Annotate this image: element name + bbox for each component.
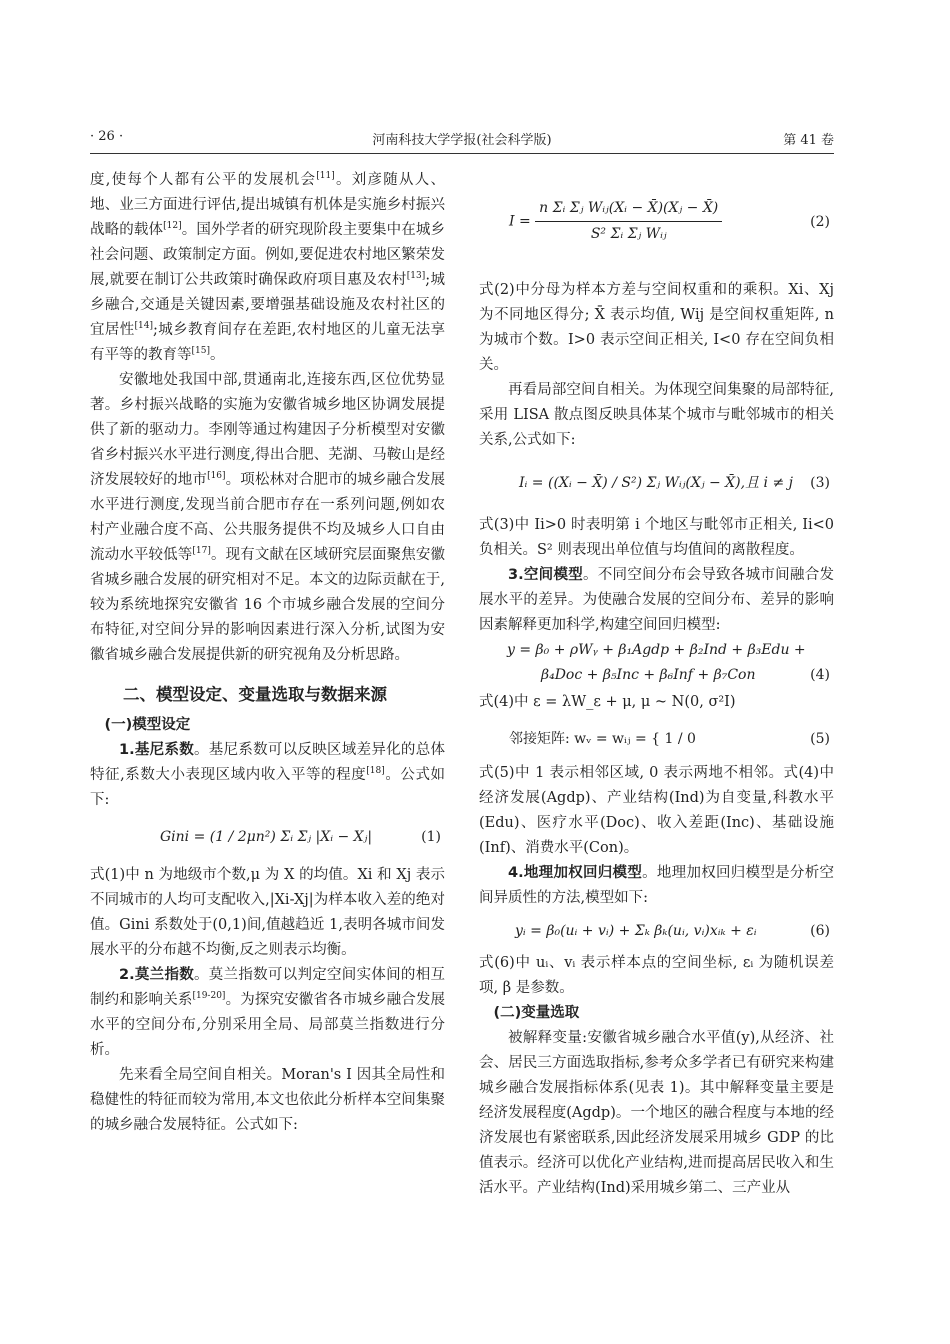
right-column [479, 168, 834, 1201]
text: 。刘彦随从人、地、业三方面进行评估,提出城镇有机体是实施乡村振兴战略的载体 [90, 172, 446, 238]
gwr-paragraph [479, 861, 834, 911]
citation: [14] [134, 321, 154, 331]
equation-5 [479, 715, 834, 761]
citation: [13] [406, 271, 426, 281]
equation-3 [479, 453, 834, 513]
citation: [16] [207, 471, 226, 481]
equation-6-label: (6) [810, 923, 830, 939]
section-heading: 二、模型设定、变量选取与数据来源 [123, 685, 387, 704]
citation: [15] [191, 346, 210, 356]
text: 。项松林对合肥市的城乡融合发展水平进行测度,发现当前合肥市存在一系列问题,例如农村产业融合度不高、公共服务提供不均及城乡人口自由流动水平较低等 [90, 472, 446, 563]
equation-2 [479, 168, 834, 278]
left-column [90, 168, 445, 1138]
text: ;城乡融合,交通是关键因素,要增强基础设施及农村社区的宜居性 [90, 272, 445, 338]
equation-1 [90, 813, 445, 863]
text: 。地理加权回归模型是分析空间异质性的方法,模型如下: [479, 865, 834, 906]
global-paragraph: 先来看全局空间自相关。Moran's I 因其全局性和稳健性的特征而较为常用,本文也依此分析样本空间集聚的城乡融合发展特征。公式如下: [90, 1067, 445, 1133]
eq2-description: 式(2)中分母为样本方差与空间权重和的乘积。Xi、Xj 为不同地区得分; X̄ 表示均值, Wij 是空间权重矩阵, n 为城市个数。I>0 表示空间正相关, I<0 存在空间负相关。 [479, 282, 834, 373]
paragraph-1 [90, 168, 445, 368]
journal-title: 河南科技大学学报(社会科学版) [372, 133, 552, 148]
local-paragraph: 再看局部空间自相关。为体现空间集聚的局部特征,采用 LISA 散点图反映具体某个城市与毗邻城市的相关关系,公式如下: [479, 382, 834, 448]
equation-2-fraction [535, 196, 722, 247]
gwr-title: 4.地理加权回归模型 [508, 865, 643, 881]
moran-paragraph [90, 963, 445, 1063]
text: 。莫兰指数可以判定空间实体间的相互制约和影响关系 [90, 967, 445, 1008]
volume-label: 第 41 卷 [783, 133, 834, 148]
equation-5-body: 邻接矩阵: wᵥ = wᵢⱼ = { 1 / 0 [509, 731, 696, 747]
text: 。为探究安徽省各市城乡融合发展水平的空间分布,分别采用全局、局部莫兰指数进行分析。 [90, 992, 446, 1058]
equation-2-denominator: S² Σᵢ Σⱼ Wᵢⱼ [590, 226, 667, 242]
text: 度,使每个人都有公平的发展机会 [90, 172, 317, 188]
running-header [90, 127, 834, 154]
citation: [11] [316, 171, 335, 181]
equation-4 [479, 638, 834, 690]
spatial-title: 3.空间模型 [508, 567, 583, 583]
eq4-description: 式(4)中 ε = λW_ε + μ, μ ~ N(0, σ²I) [479, 694, 736, 710]
equation-4-label: (4) [810, 667, 830, 683]
text: 。不同空间分布会导致各城市间融合发展水平的差异。为使融合发展的空间分布、差异的影响因素解释更加科学,构建空间回归模型: [479, 567, 834, 633]
paragraph-2 [90, 368, 445, 668]
text: ;城乡教育间存在差距,农村地区的儿童无法享有平等的教育等 [90, 322, 445, 363]
equation-6 [479, 911, 834, 951]
citation: [17] [192, 546, 211, 556]
text: 。现有文献在区域研究层面聚焦安徽省城乡融合发展的研究相对不足。本文的边际贡献在于,较为系统地探究安徽省 16 个市城乡融合发展的空间分布特征,对空间分异的影响因素进行深入分析,试图为安徽省城乡融合发展提供新的研究视角及分析思路。 [90, 547, 446, 663]
gini-title: 1.基尼系数 [119, 742, 194, 758]
equation-2-lhs: I = [509, 213, 531, 230]
citation: [18] [366, 766, 385, 776]
gini-paragraph [90, 738, 445, 813]
citation: [19-20] [192, 991, 226, 1001]
subsection-heading-2: (二)变量选取 [493, 1005, 580, 1021]
subsection-heading: (一)模型设定 [104, 717, 191, 733]
equation-2-label: (2) [810, 214, 830, 230]
text: 。 [209, 347, 225, 363]
equation-4-line-2: β₄Doc + β₅Inc + β₆Inf + β₇Con [541, 667, 756, 683]
equation-1-body: Gini = (1 / 2μn²) Σᵢ Σⱼ |Xᵢ − Xⱼ| [160, 829, 373, 845]
equation-3-label: (3) [810, 475, 830, 491]
text: 安徽地处我国中部,贯通南北,连接东西,区位优势显著。乡村振兴战略的实施为安徽省城乡地区协调发展提供了新的驱动力。李刚等通过构建因子分析模型对安徽省乡村振兴水平进行测度,得出合肥、芜湖、马鞍山是经济发展较好的地市 [90, 372, 445, 488]
equation-6-body: yᵢ = β₀(uᵢ + vᵢ) + Σₖ βₖ(uᵢ, vᵢ)xᵢₖ + εᵢ [515, 923, 757, 939]
text: 。基尼系数可以反映区域差异化的总体特征,系数大小表现区域内收入平等的程度 [90, 742, 445, 783]
eq6-description: 式(6)中 uᵢ、vᵢ 表示样本点的空间坐标, εᵢ 为随机误差项, β 是参数。 [479, 955, 834, 996]
eq5-description: 式(5)中 1 表示相邻区域, 0 表示两地不相邻。式(4)中经济发展(Agdp)、产业结构(Ind)为自变量,科教水平(Edu)、医疗水平(Doc)、收入差距(Inc)、基础设施(Inf)、消费水平(Con)。 [479, 765, 834, 856]
text: 。公式如下: [90, 767, 446, 808]
equation-2-numerator: n Σᵢ Σⱼ Wᵢⱼ(Xᵢ − X̄)(Xⱼ − X̄) [535, 196, 722, 222]
equation-4-line-1: y = β₀ + ρWᵧ + β₁Agdp + β₂Ind + β₃Edu + [507, 642, 806, 658]
equation-3-body: Iᵢ = ((Xᵢ − X̄) / S²) Σⱼ Wᵢⱼ(Xⱼ − X̄),且 i ≠ j [519, 475, 793, 491]
equation-2-body [509, 196, 722, 247]
text: 。国外学者的研究现阶段主要集中在城乡社会问题、政策制定方面。例如,要促进农村地区繁荣发展,就要在制订公共政策时确保政府项目惠及农村 [90, 222, 445, 288]
equation-1-label: (1) [421, 829, 441, 845]
citation: [12] [163, 221, 182, 231]
variable-paragraph: 被解释变量:安徽省城乡融合水平值(y),从经济、社会、居民三方面选取指标,参考众多学者已有研究来构建城乡融合发展指标体系(见表 1)。其中解释变量主要是经济发展程度(Agdp)。一个地区的融合程度与本地的经济发展也有紧密联系,因此经济发展采用城乡 GDP 的比值表示。经济可以优化产业结构,进而提高居民收入和生活水平。产业结构(Ind)采用城乡第二、三产业从 [479, 1030, 834, 1196]
moran-title: 2.莫兰指数 [119, 967, 194, 983]
spatial-paragraph [479, 563, 834, 638]
page-number: · 26 · [90, 129, 124, 144]
eq1-description: 式(1)中 n 为地级市个数,μ 为 X 的均值。Xi 和 Xj 表示不同城市的人均可支配收入,|Xi-Xj|为样本收入差的绝对值。Gini 系数处于(0,1)间,值越趋近 1,表明各城市间发展水平的分布越不均衡,反之则表示均衡。 [90, 867, 445, 958]
equation-5-label: (5) [810, 731, 830, 747]
eq3-description: 式(3)中 Ii>0 时表明第 i 个地区与毗邻市正相关, Ii<0 负相关。S² 则表现出单位值与均值间的离散程度。 [479, 517, 834, 558]
